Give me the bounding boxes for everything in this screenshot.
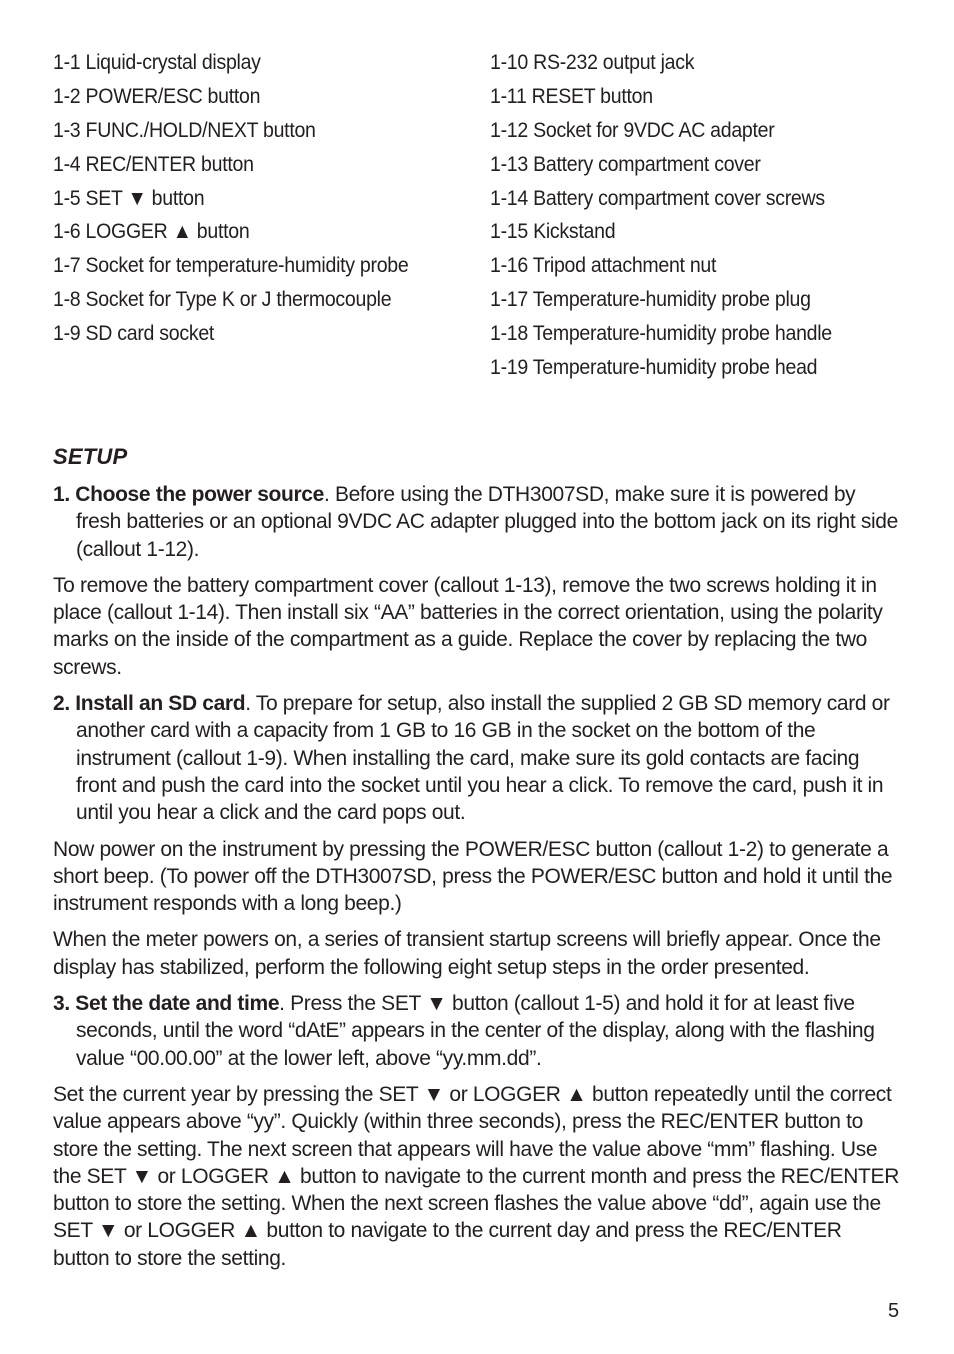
- paragraph: When the meter powers on, a series of transient startup screens will briefly appear. Once the display has stabilized, perform the following eight setup steps in the order presented.: [53, 928, 881, 979]
- callout-item: 1-9 SD card socket: [53, 322, 215, 346]
- paragraph: To remove the battery compartment cover (callout 1-13), remove the two screws holding it in place (callout 1-14). Then install six “AA” batteries in the correct orientation, using the polarity marks on the inside of the compartment as a guide. Replace the cover by replacing the two screws.: [53, 573, 883, 679]
- step-text: . Press the SET ▼ button (callout 1-5) and hold it for at least five seconds, until the word “dAtE” appears in the center of the display, along with the flashing value “00.00.00” at the lower left, above “yy.mm.dd”.: [76, 992, 875, 1070]
- callout-item: 1-10 RS-232 output jack: [490, 51, 695, 74]
- step-choose-power-source: [53, 481, 903, 563]
- page-number: 5: [888, 1300, 900, 1322]
- callout-item: 1-17 Temperature-humidity probe plug: [490, 288, 811, 312]
- step-lead: 1. Choose the power source: [53, 483, 324, 506]
- callout-item: 1-7 Socket for temperature-humidity probe: [53, 254, 409, 278]
- callout-item: 1-8 Socket for Type K or J thermocouple: [53, 288, 392, 312]
- callout-item: 1-16 Tripod attachment nut: [490, 254, 717, 278]
- callout-item: 1-19 Temperature-humidity probe head: [490, 356, 818, 380]
- callout-item: 1-2 POWER/ESC button: [53, 84, 261, 108]
- step-text: . To prepare for setup, also install the supplied 2 GB SD memory card or another card with a capacity from 1 GB to 16 GB in the socket on the bottom of the instrument (callout 1-9). When installing the card, make sure its gold contacts are facing front and push the card into the socket until you hear a click. To remove the card, push it in until you hear a click and the card pops out.: [76, 692, 890, 825]
- setup-body: [53, 481, 903, 1281]
- step-set-date-time: [53, 990, 903, 1072]
- callout-item: 1-1 Liquid-crystal display: [53, 51, 261, 74]
- callout-item: 1-18 Temperature-humidity probe handle: [490, 322, 832, 346]
- callout-item: 1-6 LOGGER ▲ button: [53, 220, 250, 244]
- paragraph: Set the current year by pressing the SET ▼ or LOGGER ▲ button repeatedly until the correct value appears above “yy”. Quickly (within three seconds), press the REC/ENTER button to store the setting. The next screen that appears will have the value above “mm” flashing. Use the SET ▼ or LOGGER ▲ button to navigate to the current month and press the REC/ENTER button to store the setting. When the next screen flashes the value above “dd”, again use the SET ▼ or LOGGER ▲ button to navigate to the current day and press the REC/ENTER button to store the setting.: [53, 1082, 900, 1270]
- callout-item: 1-13 Battery compartment cover: [490, 152, 761, 176]
- callout-item: 1-12 Socket for 9VDC AC adapter: [490, 118, 775, 142]
- callout-item: 1-5 SET ▼ button: [53, 186, 205, 210]
- callout-item: 1-15 Kickstand: [490, 220, 616, 244]
- step-install-sd-card: [53, 690, 903, 826]
- callout-item: 1-4 REC/ENTER button: [53, 152, 254, 176]
- callout-item: 1-3 FUNC./HOLD/NEXT button: [53, 118, 316, 142]
- step-lead: 2. Install an SD card: [53, 692, 246, 716]
- callout-column-right: [490, 46, 903, 385]
- callout-item: 1-11 RESET button: [490, 84, 653, 108]
- step-text: . Before using the DTH3007SD, make sure it is powered by fresh batteries or an optional 9VDC AC adapter plugged into the bottom jack on its right side (callout 1-12).: [76, 483, 898, 561]
- callout-column-left: [53, 46, 483, 351]
- callout-item: 1-14 Battery compartment cover screws: [490, 186, 825, 210]
- paragraph: Now power on the instrument by pressing the POWER/ESC button (callout 1-2) to generate a short beep. (To power off the DTH3007SD, press the POWER/ESC button and hold it until the instrument responds with a long beep.): [53, 837, 893, 916]
- section-heading: SETUP: [53, 444, 128, 469]
- step-lead: 3. Set the date and time: [53, 992, 280, 1016]
